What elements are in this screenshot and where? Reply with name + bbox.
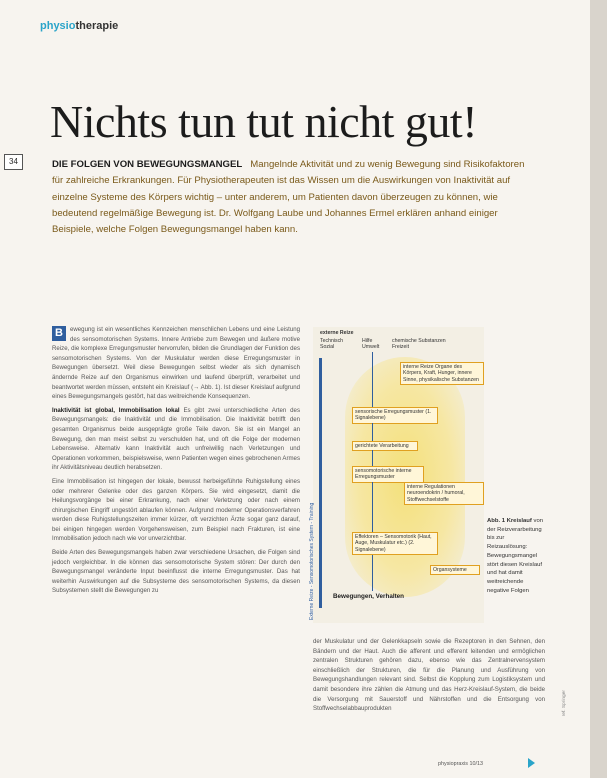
caption-label: Abb. 1 (487, 518, 505, 524)
left-column (52, 325, 300, 600)
right-column (313, 637, 545, 718)
section-header (40, 20, 118, 32)
diagram-box-motor: sensomotorische interne Erregungsmuster (352, 466, 424, 483)
diagram-box-organs: Organsysteme (430, 565, 480, 575)
lead-paragraph (52, 157, 532, 238)
subheading: Inaktivität ist global, Immobilisation lokal (52, 406, 180, 414)
next-page-arrow-icon (528, 758, 535, 768)
left-paragraph-2: Es gibt zwei unterschiedliche Arten des Bewegungsmangels: die Inaktivität und die Immobilisation. Die Inaktivität betrifft den gesamten Organismus beide ausgeprägte große Teile davon. Sie ist ein Mangel an Bewegung, den man meist selbst zu verschulden hat, und oft die Folge der modernen Lebensweise. Alternativ kann Inaktivität auch unfreiwillig nach Verletzungen und Operationen vorkommen, beispielsweise, wenn Patienten wegen eines gebrochenen Armes ihr Aktivitätsniveau deutlich herabsetzen. (52, 406, 300, 472)
page-number: 34 (4, 154, 23, 170)
diagram-feedback-line (319, 358, 322, 608)
diagram-vertical-label: Externe Reize - Sensomotorisches System - Training (309, 502, 315, 620)
footer-text: physiopraxis 10/13 (438, 761, 483, 767)
caption-title: Kreislauf (506, 518, 532, 524)
header-prefix: physio (40, 20, 76, 32)
diagram-arrow-5 (372, 555, 373, 591)
diagram-arrow-1 (372, 352, 373, 407)
figure-caption (487, 517, 545, 595)
diagram-top-label: externe Reize (320, 330, 354, 336)
side-note: ref. Springer (562, 690, 567, 717)
left-paragraph-3: Eine Immobilisation ist hingegen der lokale, bewusst herbeigeführte Ruhigstellung eines oder mehrerer Gelenke oder des ganzen Körpers. Sie wird eingesetzt, damit die Heilungsvorgänge bei einer Erkrankung, nach einer Verletzung oder nach einem chirurgischen Eingriff ungestört ablaufen können. Aufgrund moderner Operationsverfahren werden diese Ruhigstellungszeiten immer kürzer, oft verzichten Ärzte sogar ganz darauf, bei einigen hingegen werden Vorgehensweisen, zum Beispiel nach Frakturen, ist eine Immobilisation jedoch nach wie vor unverzichtbar. (52, 477, 300, 543)
left-paragraph-4: Beide Arten des Bewegungsmangels haben zwar verschiedene Ursachen, die Folgen sind jedoch vergleichbar. In die können das sensomotorische System stören: Der durch den Bewegungsmangel veränderte Input beeinflusst die interne Erregungsmuster. Das hat weiterhin Auswirkungen auf die Subsysteme des sensomotorischen Systems, da diesen Subsystemen stellt die Bewegungen zu (52, 549, 300, 595)
dropcap: B (52, 326, 66, 341)
diagram-box-internal: interne Reize Organe des Körpers, Kraft, Hunger, innere Sinne, physikalische Substanzen (400, 362, 484, 385)
left-paragraph-1: ewegung ist ein wesentliches Kennzeichen menschlichen Lebens und eine Leistung des sensomotorischen Systems. Innere Antriebe zum Bewegen und äußere motive Reize, die komplexe Erregungsmuster hervorrufen, bilden die Grundlagen der Funktion des sensomotorischen Systems. Von der Muskulatur werden diese Erregungsmuster in Bewegungen übersetzt. Weil diese Bewegungen selbst wieder als sich dynamisch ändernde Reize auf den Organismus einwirken und laufend überprüft, verarbeitet und beantwortet werden müssen, entsteht ein Kreislauf (→ Abb. 1). Ist dieser Kreislauf aufgrund eines Bewegungsmangels gestört, hat das weitreichende Konsequenzen. (52, 326, 300, 401)
diagram-top-item-2: Hilfe Umwelt (362, 338, 380, 351)
diagram-arrow-2 (372, 423, 373, 441)
diagram-arrow-3 (372, 450, 373, 466)
diagram-box-effector: Effektoren – Sensomotorik (Haut, Auge, Muskulatur etc.) (2. Signalebene) (352, 532, 438, 555)
diagram-box-processing: gerichtete Verarbeitung (352, 441, 418, 451)
page-title: Nichts tun tut nicht gut! (50, 96, 478, 147)
diagram-arrow-4 (372, 482, 373, 532)
diagram-box-input: sensorische Erregungsmuster (1. Signalebene) (352, 407, 438, 424)
right-paragraph-1: der Muskulatur und der Gelenkkapseln sowie die Rezeptoren in den Sehnen, den Bändern und der Haut. Auch die afferent und efferent leitenden und ermöglichen zentralen Strukturen gehören dazu, ebenso wie das Zentralnervensystem einschließlich der Strukturen, die für die Planung und Ausführung von Bewegungshandlungen relevant sind. Selbst die Kopplung zum Logistiksystem und damit besondere ihre zählen die Atmung und das Herz-Kreislauf-System, die beide die Versorgung mit Sauerstoff und Nährstoffen und die Entsorgung von Stoffwechselabbauprodukten (313, 638, 545, 713)
caption-text: von der Reizverarbeitung bis zur Reizauslösung: Bewegungsmangel stört diesen Kreislauf und hat damit weitreichende negative Folgen (487, 518, 543, 594)
diagram-result: Bewegungen, Verhalten (333, 593, 405, 600)
diagram-box-regulation: interne Regulationen neuroendokrin / humoral, Stoffwechselstoffe (404, 482, 484, 505)
diagram-top-item-3: chemische Substanzen Freizeit (392, 338, 446, 351)
diagram-top-item-1: Technisch Sozial (320, 338, 344, 351)
header-suffix: therapie (75, 20, 119, 32)
lead-kicker: DIE FOLGEN VON BEWEGUNGSMANGEL (52, 159, 243, 170)
page-edge (590, 0, 607, 778)
lead-text: Mangelnde Aktivität und zu wenig Bewegung sind Risikofaktoren für zahlreiche Erkrankungen. Für Physiotherapeuten ist das Wissen um die Auswirkungen von Inaktivität auf einzelne Systeme des Körpers wichtig – unter anderem, um Patienten davon überzeugen zu können, wie bedeutend regelmäßige Bewegung ist. Dr. Wolfgang Laube und Johannes Ermel erklären anhand einiger Beispiele, welche Folgen Bewegungsmangel haben kann. (52, 159, 525, 236)
